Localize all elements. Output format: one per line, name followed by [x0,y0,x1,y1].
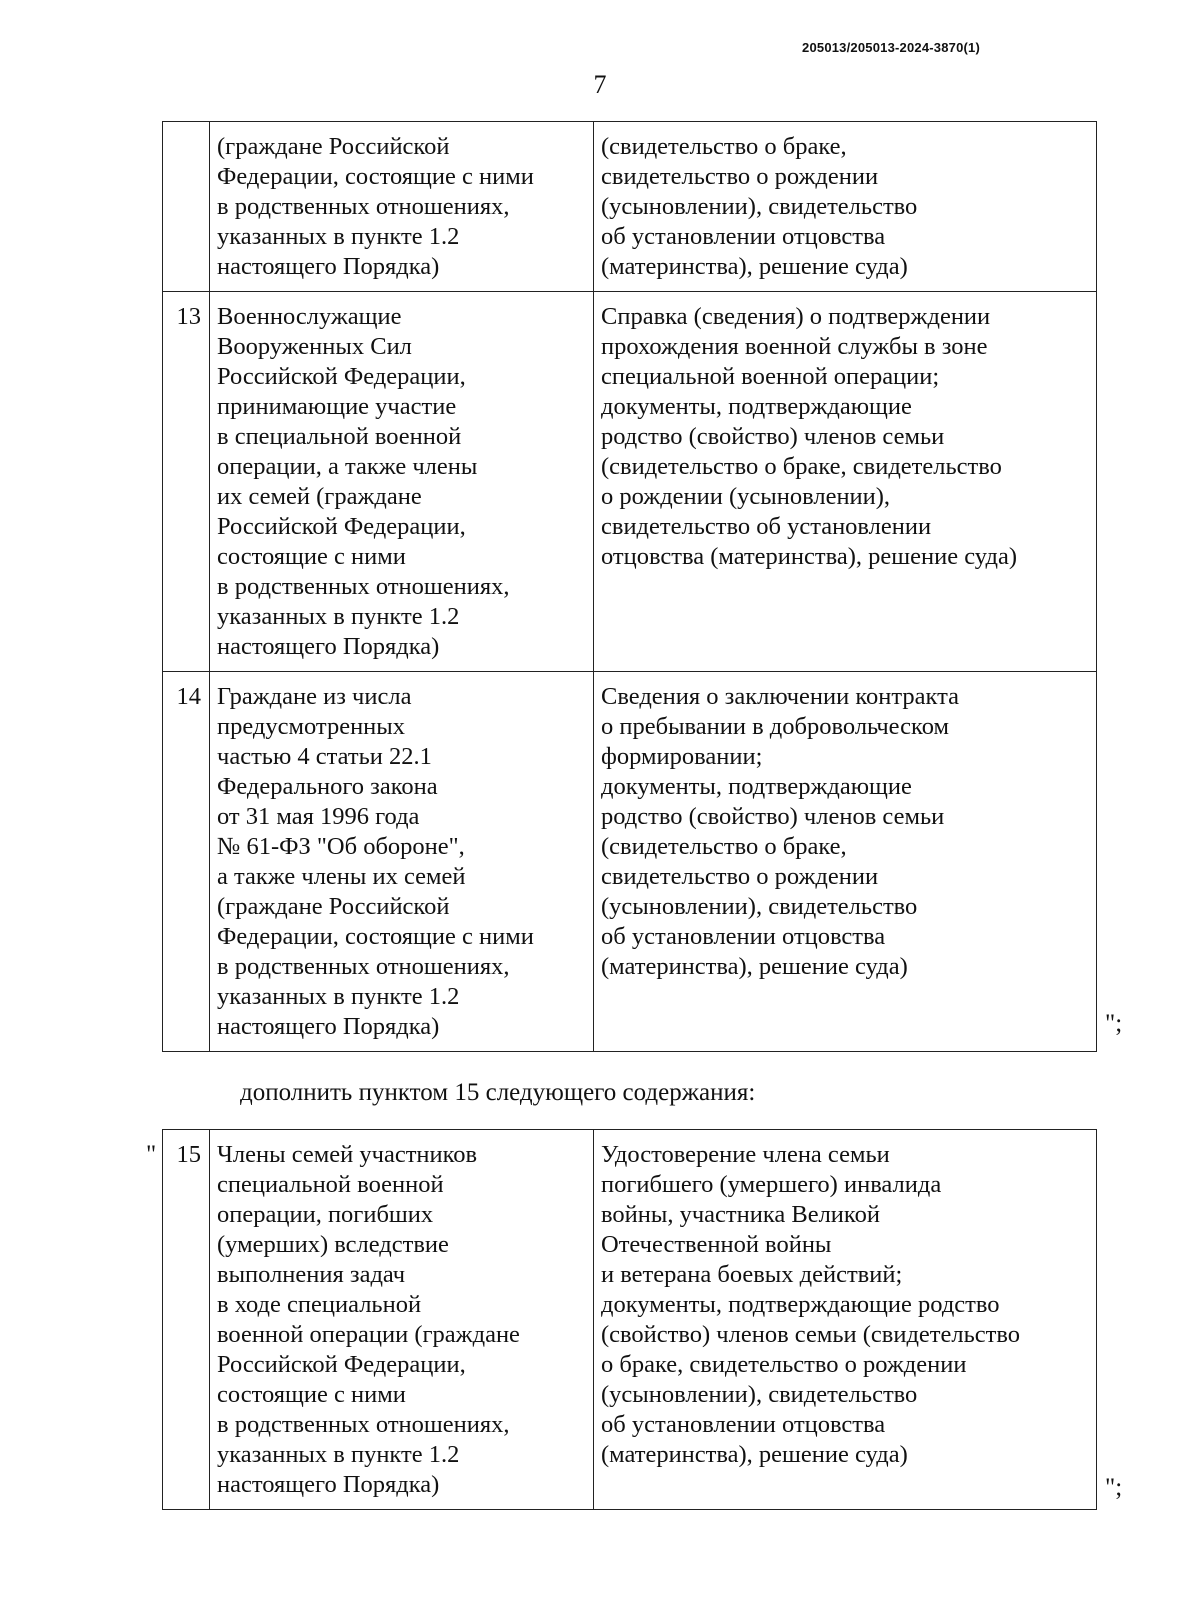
categories-table-continued [162,121,1097,1052]
new-point-table [162,1129,1097,1510]
table-row [163,672,1097,1052]
row-number: 13 [163,292,210,672]
document-id: 205013/205013-2024-3870(1) [802,40,980,55]
table-row [163,292,1097,672]
row-number: 14 [163,672,210,1052]
category-cell: Военнослужащие Вооруженных Сил Российской Федерации, принимающие участие в специальной военной операции, а также члены их семей (граждане Российской Федерации, состоящие с ними в родственных отношениях, указанных в пункте 1.2 настоящего Порядка) [210,292,594,672]
documents-cell: Удостоверение члена семьи погибшего (умершего) инвалида войны, участника Великой Отечественной войны и ветерана боевых действий; документы, подтверждающие родство (свойство) членов семьи (свидетельство о браке, свидетельство о рождении (усыновлении), свидетельство об установлении отцовства (материнства), решение суда) [594,1130,1097,1510]
category-cell: (граждане Российской Федерации, состоящие с ними в родственных отношениях, указанных в пункте 1.2 настоящего Порядка) [210,122,594,292]
documents-cell: Справка (сведения) о подтверждении прохождения военной службы в зоне специальной военной операции; документы, подтверждающие родство (свойство) членов семьи (свидетельство о браке, свидетельство о рождении (усыновлении), свидетельство об установлении отцовства (материнства), решение суда) [594,292,1097,672]
table-row [163,1130,1097,1510]
page-number: 7 [593,70,607,99]
table-row [163,122,1097,292]
row-number [163,122,210,292]
closing-quote: "; [1105,1010,1123,1037]
documents-cell: (свидетельство о браке, свидетельство о рождении (усыновлении), свидетельство об установлении отцовства (материнства), решение суда) [594,122,1097,292]
closing-quote: "; [1105,1474,1123,1501]
documents-cell: Сведения о заключении контракта о пребывании в добровольческом формировании; документы, подтверждающие родство (свойство) членов семьи (свидетельство о браке, свидетельство о рождении (усыновлении), свидетельство об установлении отцовства (материнства), решение суда) [594,672,1097,1052]
category-cell: Граждане из числа предусмотренных частью 4 статьи 22.1 Федерального закона от 31 мая 1996 года № 61-ФЗ "Об обороне", а также члены их семей (граждане Российской Федерации, состоящие с ними в родственных отношениях, указанных в пункте 1.2 настоящего Порядка) [210,672,594,1052]
opening-quote: " [146,1141,157,1168]
category-cell: Члены семей участников специальной военной операции, погибших (умерших) вследствие выполнения задач в ходе специальной военной операции (граждане Российской Федерации, состоящие с ними в родственных отношениях, указанных в пункте 1.2 настоящего Порядка) [210,1130,594,1510]
amendment-intro-text: дополнить пунктом 15 следующего содержания: [240,1079,756,1106]
row-number: 15 [163,1130,210,1510]
